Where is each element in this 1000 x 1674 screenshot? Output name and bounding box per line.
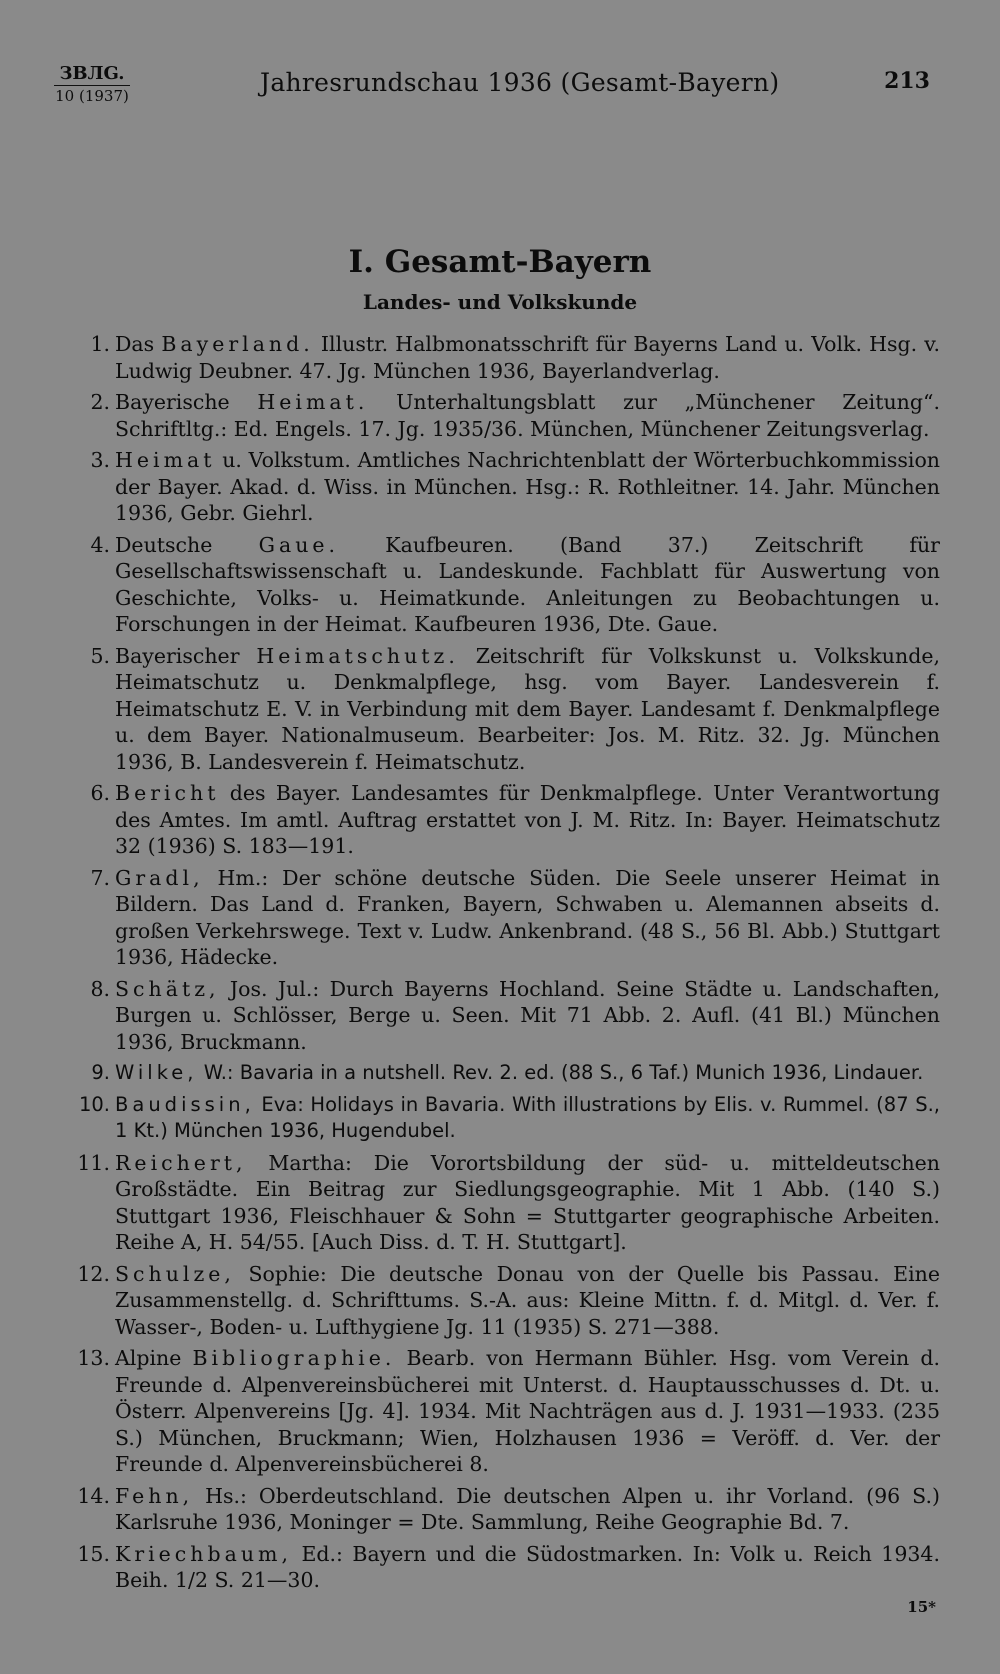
entry-number: 13. [77, 1346, 110, 1370]
entry-spaced-keyword: Reichert, [115, 1150, 247, 1175]
bibliography-entry [76, 532, 940, 638]
entry-text [115, 1483, 940, 1536]
entry-text [115, 976, 940, 1056]
entry-spaced-keyword: Bibliographie. [192, 1346, 396, 1370]
bibliography-entry [76, 389, 940, 442]
entry-spaced-keyword: Schätz, [115, 976, 220, 1001]
entry-body: Martha: Die Vorortsbildung der süd- u. mitteldeutschen Großstädte. Ein Beitrag zur Siedlungsgeographie. Mit 1 Abb. (140 S.) Stuttgart 1936, Fleischhauer & Sohn = Stuttgarter geographische Arbeiten. Reihe A, H. 54/55. [Auch Diss. d. T. H. Stuttgart]. [115, 1150, 940, 1254]
entry-text [115, 1345, 940, 1478]
entry-text [115, 865, 940, 971]
bibliography-entry [76, 1092, 940, 1145]
entry-body: Kaufbeuren. (Band 37.) Zeitschrift für Gesellschaftswissenschaft u. Landeskunde. Fachblatt für Auswertung von Geschichte, Volks- u. Heimatkunde. Anleitungen zu Beobachtungen u. Forschungen in der Heimat. Kaufbeuren 1936, Dte. Gaue. [115, 532, 940, 636]
entry-number: 14. [77, 1483, 110, 1508]
entry-spaced-keyword: Bericht [115, 781, 220, 805]
entry-text [115, 389, 940, 442]
entry-spaced-keyword: Gradl, [115, 865, 204, 890]
running-title: Jahresrundschau 1936 (Gesamt-Bayern) [260, 68, 780, 97]
bibliography-entry [76, 865, 940, 971]
entry-body: u. Volkstum. Amtliches Nachrichtenblatt der Wörterbuchkommission der Bayer. Akad. d. Wiss. in München. Hsg.: R. Rothleitner. 14. Jahr. München 1936, Gebr. Giehrl. [115, 448, 940, 525]
entry-lead: Bayerischer [115, 643, 240, 668]
entry-text [115, 1261, 940, 1341]
bibliography-entry [76, 1541, 940, 1594]
entry-lead: Bayerische [115, 390, 230, 414]
bibliography-entry [76, 331, 940, 384]
page-number: 213 [884, 68, 930, 94]
entry-body: Ed.: Bayern und die Südostmarken. In: Volk u. Reich 1934. Beih. 1/2 S. 21—30. [115, 1541, 940, 1592]
entry-body: Hm.: Der schöne deutsche Süden. Die Seele unserer Heimat in Bildern. Das Land d. Franken, Bayern, Schwaben u. Alemannen abseits d. großen Verkehrswege. Text v. Ludw. Ankenbrand. (48 S., 56 Bl. Abb.) Stuttgart 1936, Hädecke. [115, 865, 940, 969]
entry-text [115, 780, 940, 860]
entry-body: W.: Bavaria in a nutshell. Rev. 2. ed. (88 S., 6 Taf.) Munich 1936, Lindauer. [203, 1061, 924, 1084]
entry-body: des Bayer. Landesamtes für Denkmalpflege. Unter Verantwortung des Amtes. Im amtl. Auftrag erstattet von J. M. Ritz. In: Bayer. Heimatschutz 32 (1936) S. 183—191. [115, 781, 940, 858]
subsection-title: Landes- und Volkskunde [362, 290, 638, 314]
entry-spaced-keyword: Heimat. [257, 390, 369, 414]
entry-number: 10. [78, 1092, 110, 1116]
bibliography-entry [76, 447, 940, 527]
entry-spaced-keyword: Fehn, [115, 1483, 194, 1508]
entry-number: 3. [90, 448, 110, 472]
entry-body: Unterhaltungsblatt zur „Münchener Zeitung“. Schriftltg.: Ed. Engels. 17. Jg. 1935/36. München, Münchener Zeitungsverlag. [115, 390, 940, 441]
bibliography-entry [76, 780, 940, 860]
journal-volume: 10 (1937) [55, 87, 129, 105]
bibliography-entry [76, 1261, 940, 1341]
entry-text [115, 643, 940, 776]
signature-mark: 15* [907, 1598, 936, 1616]
entry-number: 4. [90, 532, 110, 557]
entry-number: 1. [90, 332, 110, 356]
entry-text [115, 532, 940, 638]
entry-number: 5. [90, 643, 110, 668]
entry-text [115, 1092, 940, 1145]
entry-number: 6. [90, 781, 110, 805]
entry-body: Eva: Holidays in Bavaria. With illustrations by Elis. v. Rummel. (87 S., 1 Kt.) München 1936, Hugendubel. [115, 1092, 941, 1142]
page-header [0, 64, 1000, 114]
bibliography-entry [76, 1150, 940, 1256]
entry-spaced-keyword: Schulze, [115, 1261, 235, 1286]
entry-spaced-keyword: Gaue. [258, 532, 340, 557]
entry-body: Zeitschrift für Volkskunst u. Volkskunde, Heimatschutz u. Denkmalpflege, hsg. vom Bayer. Landesverein f. Heimatschutz E. V. in Verbindung mit dem Bayer. Landesamt f. Denkmalpflege u. dem Bayer. Nationalmuseum. Bearbeiter: Jos. M. Ritz. 32. Jg. München 1936, B. Landesverein f. Heimatschutz. [115, 643, 940, 774]
bibliography-entry [76, 1345, 940, 1478]
entry-body: Hs.: Oberdeutschland. Die deutschen Alpen u. ihr Vorland. (96 S.) Karlsruhe 1936, Moninger = Dte. Sammlung, Reihe Geographie Bd. 7. [115, 1483, 940, 1534]
entry-body: Jos. Jul.: Durch Bayerns Hochland. Seine Städte u. Landschaften, Burgen u. Schlösser, Berge u. Seen. Mit 71 Abb. 2. Aufl. (41 Bl.) München 1936, Bruckmann. [115, 976, 940, 1054]
entry-text [115, 1541, 940, 1594]
entry-number: 15. [77, 1541, 110, 1566]
entry-spaced-keyword: Heimatschutz. [256, 643, 459, 668]
bibliography-entry [76, 643, 940, 776]
entry-spaced-keyword: Baudissin, [115, 1092, 255, 1116]
entry-text [115, 1150, 940, 1256]
entry-number: 7. [90, 865, 110, 890]
bibliography-entry [76, 1060, 940, 1087]
bibliography-entry [76, 1483, 940, 1536]
bibliography-entry [76, 976, 940, 1056]
entry-number: 9. [91, 1061, 110, 1084]
entry-spaced-keyword: Kriechbaum, [115, 1541, 292, 1566]
entry-lead: Deutsche [115, 532, 213, 557]
entry-number: 12. [77, 1261, 110, 1286]
entry-number: 8. [90, 976, 110, 1001]
section-title: I. Gesamt-Bayern [348, 244, 652, 280]
entry-spaced-keyword: Wilke, [115, 1061, 198, 1084]
bibliography-list [76, 331, 940, 1599]
entry-spaced-keyword: Heimat [115, 448, 216, 472]
entry-lead: Alpine [115, 1346, 182, 1370]
entry-text [115, 1060, 940, 1087]
entry-text [115, 331, 940, 384]
entry-body: Sophie: Die deutsche Donau von der Quelle bis Passau. Eine Zusammenstellg. d. Schrifttums. S.-A. aus: Kleine Mittn. f. d. Mitgl. d. Ver. f. Wasser-, Boden- u. Lufthygiene Jg. 11 (1935) S. 271—388. [115, 1261, 940, 1339]
entry-body: Illustr. Halbmonatsschrift für Bayerns Land u. Volk. Hsg. v. Ludwig Deubner. 47. Jg. München 1936, Bayerlandverlag. [115, 332, 940, 383]
entry-spaced-keyword: Bayerland. [161, 332, 314, 356]
entry-text [115, 447, 940, 527]
entry-lead: Das [115, 332, 155, 356]
entry-number: 11. [77, 1150, 110, 1175]
journal-reference [54, 64, 130, 106]
entry-body: Bearb. von Hermann Bühler. Hsg. vom Verein d. Freunde d. Alpenvereinsbücherei mit Unterst. d. Hauptausschusses d. Dt. u. Österr. Alpenvereins [Jg. 4]. 1934. Mit Nachträgen aus d. J. 1931—1933. (235 S.) München, Bruckmann; Wien, Holzhausen 1936 = Veröff. d. Ver. der Freunde d. Alpenvereinsbücherei 8. [115, 1346, 940, 1476]
entry-number: 2. [90, 390, 110, 414]
journal-abbreviation: ЗВЛG. [54, 64, 130, 86]
